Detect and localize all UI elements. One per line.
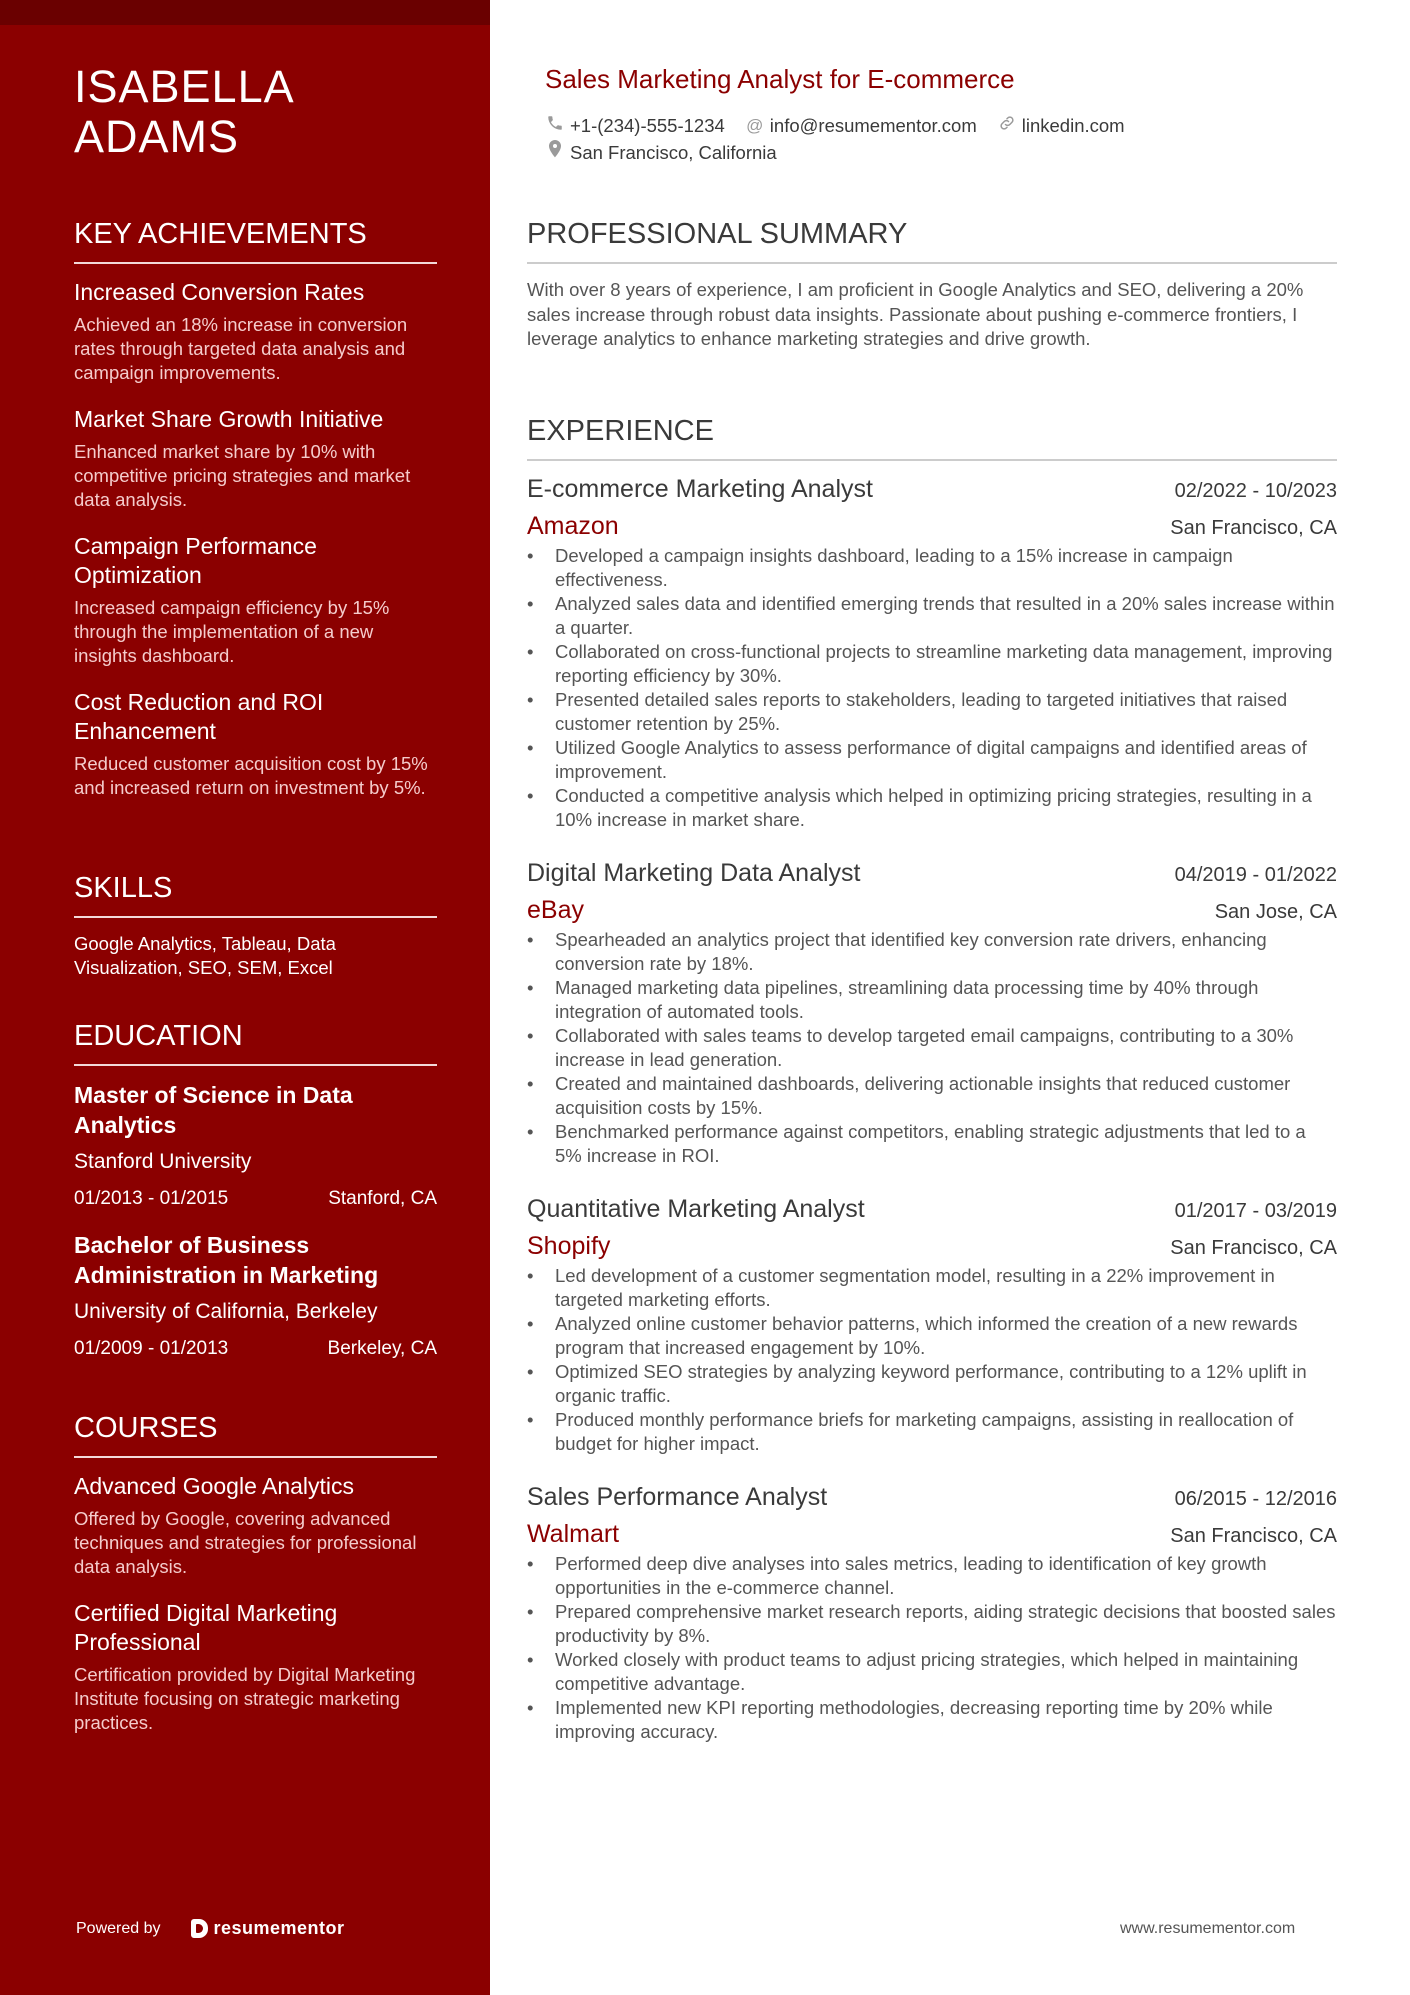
job-entry (527, 1481, 1337, 1744)
job-location: San Francisco, CA (1170, 1525, 1337, 1547)
skills-heading: SKILLS (74, 870, 437, 918)
job-entry (527, 473, 1337, 832)
achievements-heading: KEY ACHIEVEMENTS (74, 216, 437, 264)
education-dates: 01/2009 - 01/2013 (74, 1338, 229, 1359)
job-location: San Francisco, CA (1170, 1237, 1337, 1259)
powered-by (76, 1918, 345, 1939)
first-name: ISABELLA (74, 61, 295, 112)
achievement-title: Campaign Performance Optimization (74, 533, 317, 588)
skills-section (74, 870, 437, 980)
job-bullet: • Benchmarked performance against competitors, enabling strategic adjustments that led to a 5% increase in ROI. (527, 1120, 1337, 1168)
achievement-item (74, 532, 437, 668)
achievement-title: Market Share Growth Initiative (74, 406, 384, 432)
job-bullet: • Collaborated on cross-functional projects to streamline marketing data management, improving reporting efficiency by 30%. (527, 640, 1337, 688)
job-bullet: • Spearheaded an analytics project that identified key conversion rate drivers, enhancing conversion rate by 18%. (527, 928, 1337, 976)
education-section (74, 1018, 437, 1380)
course-desc: Offered by Google, covering advanced techniques and strategies for professional data analysis. (74, 1508, 417, 1577)
achievements-section (74, 216, 437, 820)
education-school: University of California, Berkeley (74, 1300, 378, 1323)
powered-by-label: Powered by (76, 1919, 161, 1937)
role-title: Sales Marketing Analyst for E-commerce (545, 64, 1015, 94)
job-bullets (527, 1264, 1337, 1456)
linkedin-text: linkedin.com (1021, 114, 1125, 136)
experience-heading: EXPERIENCE (527, 413, 1337, 461)
job-title: E-commerce Marketing Analyst (527, 475, 873, 503)
job-company: Amazon (527, 512, 619, 540)
course-title: Certified Digital Marketing Professional (74, 1600, 338, 1655)
achievement-title: Cost Reduction and ROI Enhancement (74, 689, 324, 744)
job-bullet: • Collaborated with sales teams to develop targeted email campaigns, contributing to a 30% increase in lead generation. (527, 1024, 1337, 1072)
education-item (74, 1230, 437, 1362)
summary-text: With over 8 years of experience, I am proficient in Google Analytics and SEO, delivering a 20% sales increase through robust data insights. Passionate about pushing e-commerce frontiers, I leverage analytics to enhance marketing strategies and drive growth. (527, 279, 1304, 349)
contact-email[interactable] (745, 115, 977, 137)
job-bullet: • Implemented new KPI reporting methodologies, decreasing reporting time by 20% while improving accuracy. (527, 1696, 1337, 1744)
contact-linkedin[interactable] (997, 114, 1125, 137)
contact-phone[interactable] (545, 114, 725, 137)
at-icon: @ (746, 115, 764, 135)
contact-info (545, 112, 1145, 166)
email-text: info@resumementor.com (769, 114, 977, 136)
education-dates: 01/2013 - 01/2015 (74, 1188, 229, 1209)
job-bullets (527, 1552, 1337, 1744)
education-degree: Master of Science in Data Analytics (74, 1082, 353, 1138)
job-location: San Jose, CA (1214, 901, 1337, 923)
achievement-desc: Achieved an 18% increase in conversion rates through targeted data analysis and campaign improvements. (74, 314, 408, 383)
job-dates: 06/2015 - 12/2016 (1174, 1488, 1337, 1510)
job-bullet: • Developed a campaign insights dashboard, leading to a 15% increase in campaign effectiveness. (527, 544, 1337, 592)
course-desc: Certification provided by Digital Marketing Institute focusing on strategic marketing practices. (74, 1664, 416, 1733)
contact-location (545, 140, 777, 165)
phone-text: +1-(234)-555-1234 (570, 114, 725, 136)
job-company: eBay (527, 896, 584, 924)
last-name: ADAMS (74, 111, 240, 162)
location-text: San Francisco, California (570, 141, 777, 163)
education-heading: EDUCATION (74, 1018, 437, 1066)
achievement-desc: Enhanced market share by 10% with competitive pricing strategies and market data analysis. (74, 441, 411, 510)
achievement-item (74, 405, 437, 512)
job-title: Quantitative Marketing Analyst (527, 1195, 865, 1223)
job-bullet: • Created and maintained dashboards, delivering actionable insights that reduced customer acquisition costs by 15%. (527, 1072, 1337, 1120)
job-bullet: • Utilized Google Analytics to assess performance of digital campaigns and identified areas of improvement. (527, 736, 1337, 784)
education-degree: Bachelor of Business Administration in Marketing (74, 1232, 379, 1288)
sidebar-top-bar (0, 0, 490, 25)
job-dates: 02/2022 - 10/2023 (1174, 480, 1337, 502)
education-item (74, 1080, 437, 1212)
job-bullet: • Worked closely with product teams to adjust pricing strategies, which helped in maintaining competitive advantage. (527, 1648, 1337, 1696)
sidebar (0, 0, 490, 1995)
achievement-title: Increased Conversion Rates (74, 279, 365, 305)
job-dates: 01/2017 - 03/2019 (1174, 1200, 1337, 1222)
job-title: Digital Marketing Data Analyst (527, 859, 861, 887)
link-icon (997, 114, 1017, 137)
candidate-name (74, 62, 295, 162)
course-title: Advanced Google Analytics (74, 1473, 355, 1499)
job-location: San Francisco, CA (1170, 517, 1337, 539)
job-company: Walmart (527, 1520, 620, 1548)
job-bullets (527, 928, 1337, 1168)
job-bullet: • Presented detailed sales reports to stakeholders, leading to targeted initiatives that raised customer retention by 25%. (527, 688, 1337, 736)
course-item (74, 1472, 437, 1579)
job-dates: 04/2019 - 01/2022 (1174, 864, 1337, 886)
job-bullet: • Analyzed online customer behavior patterns, which informed the creation of a new rewards program that increased engagement by 10%. (527, 1312, 1337, 1360)
achievement-desc: Increased campaign efficiency by 15% through the implementation of a new insights dashboard. (74, 597, 390, 666)
courses-section (74, 1410, 437, 1755)
location-pin-icon (545, 140, 565, 165)
education-location: Stanford, CA (328, 1188, 437, 1209)
job-bullet: • Performed deep dive analyses into sales metrics, leading to identification of key growth opportunities in the e-commerce channel. (527, 1552, 1337, 1600)
course-item (74, 1599, 437, 1735)
job-entry (527, 857, 1337, 1168)
job-company: Shopify (527, 1232, 611, 1260)
job-bullet: • Conducted a competitive analysis which helped in optimizing pricing strategies, resulting in a 10% increase in market share. (527, 784, 1337, 832)
skills-list: Google Analytics, Tableau, Data Visualization, SEO, SEM, Excel (74, 933, 336, 978)
job-entry (527, 1193, 1337, 1456)
job-bullets (527, 544, 1337, 832)
job-bullet: • Managed marketing data pipelines, streamlining data processing time by 40% through integration of automated tools. (527, 976, 1337, 1024)
job-bullet: • Led development of a customer segmentation model, resulting in a 22% improvement in targeted marketing efforts. (527, 1264, 1337, 1312)
summary-heading: PROFESSIONAL SUMMARY (527, 216, 1337, 264)
job-bullet: • Produced monthly performance briefs for marketing campaigns, assisting in reallocation of budget for higher impact. (527, 1408, 1337, 1456)
job-bullet: • Analyzed sales data and identified emerging trends that resulted in a 20% sales increase within a quarter. (527, 592, 1337, 640)
achievement-desc: Reduced customer acquisition cost by 15% and increased return on investment by 5%. (74, 753, 428, 798)
job-bullet: • Prepared comprehensive market research reports, aiding strategic decisions that boosted sales productivity by 8%. (527, 1600, 1337, 1648)
job-bullet: • Optimized SEO strategies by analyzing keyword performance, contributing to a 12% uplift in organic traffic. (527, 1360, 1337, 1408)
resumementor-logo-icon (191, 1919, 208, 1938)
courses-heading: COURSES (74, 1410, 437, 1458)
phone-icon (545, 114, 565, 137)
achievement-item (74, 278, 437, 385)
education-school: Stanford University (74, 1150, 252, 1173)
brand-name[interactable]: resumementor (213, 1918, 345, 1938)
footer-url[interactable]: www.resumementor.com (1120, 1920, 1296, 1937)
achievement-item (74, 688, 437, 800)
education-location: Berkeley, CA (327, 1338, 437, 1359)
job-title: Sales Performance Analyst (527, 1483, 828, 1511)
